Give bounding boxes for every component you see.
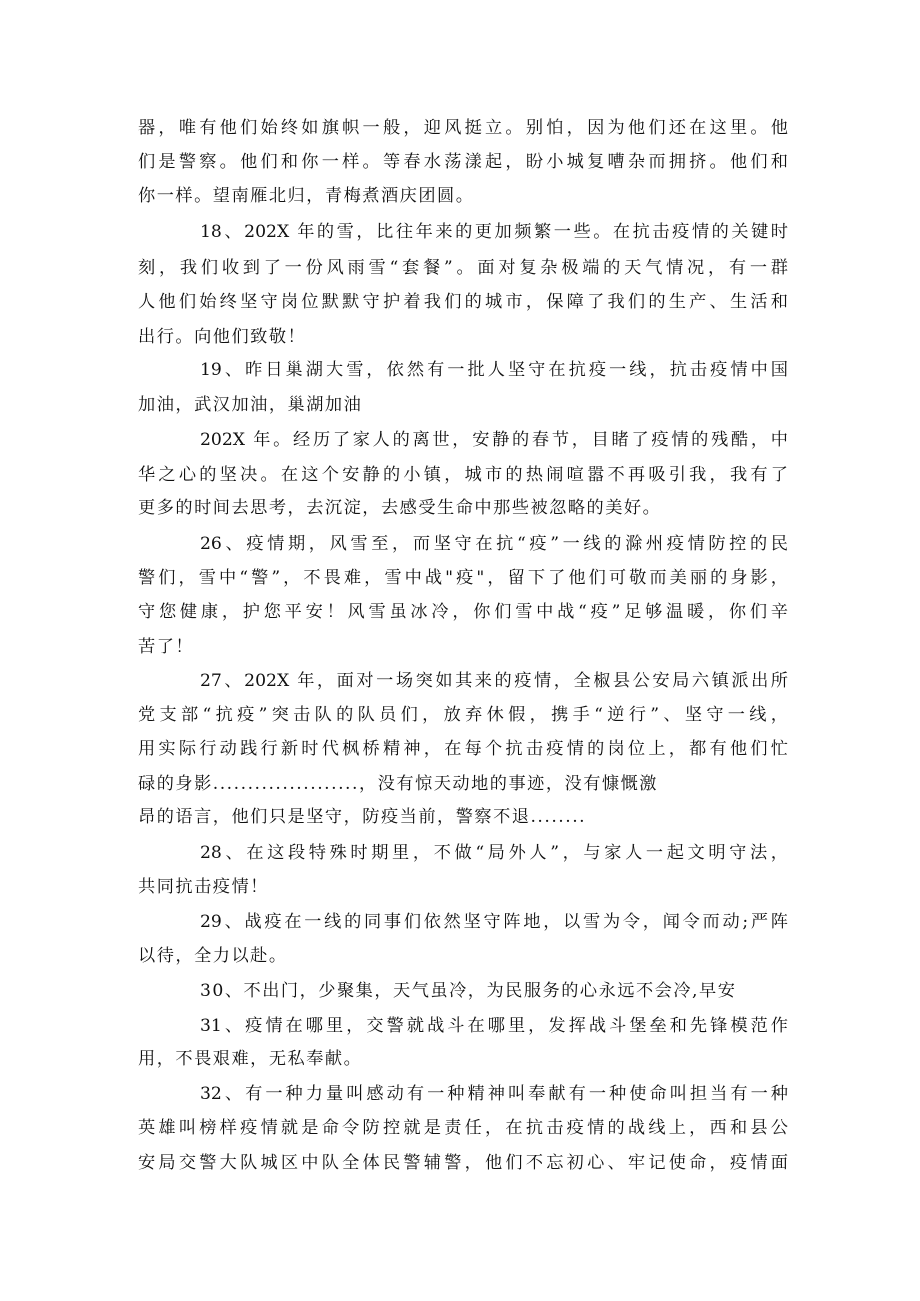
text-line: 29、战疫在一线的同事们依然坚守阵地，以雪为令，闻令而动;严阵 bbox=[200, 912, 788, 932]
text-line: 苦了！ bbox=[138, 637, 195, 657]
text-line: 碌的身影.....................，没有惊天动地的事迹，没有慷慨激 bbox=[138, 774, 658, 794]
text-line: 用实际行动践行新时代枫桥精神，在每个抗击疫情的岗位上，都有他们忙 bbox=[138, 739, 788, 759]
text-line: 以待，全力以赴。 bbox=[138, 946, 288, 966]
text-line: 刻，我们收到了一份风雨雪“套餐”。面对复杂极端的天气情况，有一群 bbox=[138, 258, 788, 278]
text-line: 人他们始终坚守岗位默默守护着我们的城市，保障了我们的生产、生活和 bbox=[138, 292, 788, 312]
text-line: 们是警察。他们和你一样。等春水荡漾起，盼小城复嘈杂而拥挤。他们和 bbox=[138, 152, 788, 172]
text-line: 更多的时间去思考，去沉淀，去感受生命中那些被忽略的美好。 bbox=[138, 498, 662, 518]
text-line: 18、202X 年的雪，比往年来的更加频繁一些。在抗击疫情的关键时 bbox=[200, 222, 788, 242]
text-line: 共同抗击疫情！ bbox=[138, 877, 269, 897]
text-line: 32、有一种力量叫感动有一种精神叫奉献有一种使命叫担当有一种 bbox=[200, 1084, 788, 1104]
text-line: 昂的语言，他们只是坚守，防疫当前，警察不退........ bbox=[138, 807, 587, 827]
text-line: 19、昨日巢湖大雪，依然有一批人坚守在抗疫一线，抗击疫情中国 bbox=[200, 360, 788, 380]
text-line: 守您健康，护您平安！风雪虽冰冷，你们雪中战“疫”足够温暖，你们辛 bbox=[138, 602, 788, 622]
text-line: 党支部“抗疫”突击队的队员们，放弃休假，携手“逆行”、坚守一线， bbox=[138, 705, 788, 725]
text-line: 202X 年。经历了家人的离世，安静的春节，目睹了疫情的残酷，中 bbox=[200, 430, 788, 450]
text-line: 英雄叫榜样疫情就是命令防控就是责任，在抗击疫情的战线上，西和县公 bbox=[138, 1118, 788, 1138]
text-line: 28、在这段特殊时期里，不做“局外人”，与家人一起文明守法， bbox=[200, 843, 788, 863]
text-line: 器，唯有他们始终如旗帜一般，迎风挺立。别怕，因为他们还在这里。他 bbox=[138, 118, 788, 138]
text-line: 安局交警大队城区中队全体民警辅警，他们不忘初心、牢记使命，疫情面 bbox=[138, 1153, 788, 1173]
text-line: 30、不出门，少聚集，天气虽冷，为民服务的心永远不会冷,早安 bbox=[200, 981, 737, 1001]
text-line: 加油，武汉加油，巢湖加油 bbox=[138, 395, 363, 415]
text-line: 31、疫情在哪里，交警就战斗在哪里，发挥战斗堡垒和先锋模范作 bbox=[200, 1016, 788, 1036]
text-line: 警们，雪中“警”，不畏难，雪中战"疫"，留下了他们可敬而美丽的身影， bbox=[138, 568, 788, 588]
text-line: 你一样。望南雁北归，青梅煮酒庆团圆。 bbox=[138, 186, 475, 206]
text-line: 27、202X 年，面对一场突如其来的疫情，全椒县公安局六镇派出所 bbox=[200, 671, 788, 691]
text-line: 用，不畏艰难，无私奉献。 bbox=[138, 1049, 363, 1069]
text-line: 26、疫情期，风雪至，而坚守在抗“疫”一线的滁州疫情防控的民 bbox=[200, 534, 788, 554]
text-line: 华之心的坚决。在这个安静的小镇，城市的热闹喧嚣不再吸引我，我有了 bbox=[138, 465, 788, 485]
text-line: 出行。向他们致敬！ bbox=[138, 327, 307, 347]
